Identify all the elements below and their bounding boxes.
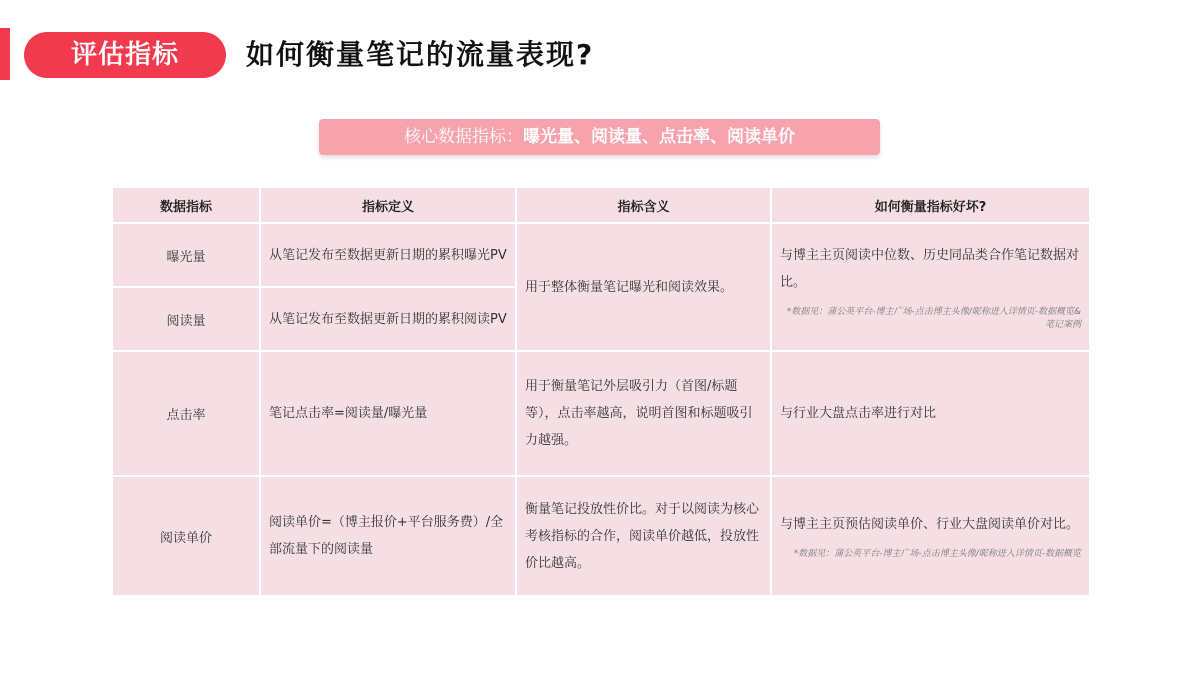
metric-definition: 从笔记发布至数据更新日期的累积曝光PV [260, 223, 516, 287]
banner-prefix: 核心数据指标： [404, 127, 523, 147]
metric-meaning: 用于整体衡量笔记曝光和阅读效果。 [516, 223, 771, 351]
metric-definition: 从笔记发布至数据更新日期的累积阅读PV [260, 287, 516, 351]
table-row [112, 223, 1090, 287]
table-header-row [112, 187, 1090, 223]
core-metrics-banner [319, 119, 880, 155]
data-source-note: *数据见：蒲公英平台-博主广场-点击博主头像/昵称进入详情页-数据概览&笔记案例 [786, 307, 1081, 330]
metric-name: 点击率 [112, 351, 260, 476]
header-meaning: 指标含义 [516, 187, 771, 223]
metric-definition: 阅读单价=（博主报价+平台服务费）/全部流量下的阅读量 [260, 476, 516, 596]
banner-emphasis: 曝光量、阅读量、点击率、阅读单价 [523, 127, 795, 147]
header-evaluation: 如何衡量指标好坏? [771, 187, 1090, 223]
metric-evaluation: 与博主主页预估阅读单价、行业大盘阅读单价对比。 [780, 517, 1080, 532]
page-title: 如何衡量笔记的流量表现? [246, 38, 595, 71]
metric-name: 阅读量 [112, 287, 260, 351]
metric-name: 阅读单价 [112, 476, 260, 596]
metric-evaluation-cell [771, 476, 1090, 596]
table-row [112, 351, 1090, 476]
metric-meaning: 用于衡量笔记外层吸引力（首图/标题等），点击率越高，说明首图和标题吸引力越强。 [516, 351, 771, 476]
metric-name: 曝光量 [112, 223, 260, 287]
accent-edge-bar [0, 28, 10, 80]
table-row [112, 476, 1090, 596]
header-definition: 指标定义 [260, 187, 516, 223]
metric-definition: 笔记点击率=阅读量/曝光量 [260, 351, 516, 476]
data-source-note: *数据见：蒲公英平台-博主广场-点击博主头像/昵称进入详情页-数据概览 [793, 549, 1081, 559]
metrics-table [111, 186, 1091, 597]
metric-meaning: 衡量笔记投放性价比。对于以阅读为核心考核指标的合作，阅读单价越低，投放性价比越高。 [516, 476, 771, 596]
section-tag: 评估指标 [24, 32, 226, 78]
header-metric: 数据指标 [112, 187, 260, 223]
metric-evaluation: 与博主主页阅读中位数、历史同品类合作笔记数据对比。 [780, 248, 1080, 290]
metric-evaluation: 与行业大盘点击率进行对比 [771, 351, 1090, 476]
metric-evaluation-cell [771, 223, 1090, 351]
